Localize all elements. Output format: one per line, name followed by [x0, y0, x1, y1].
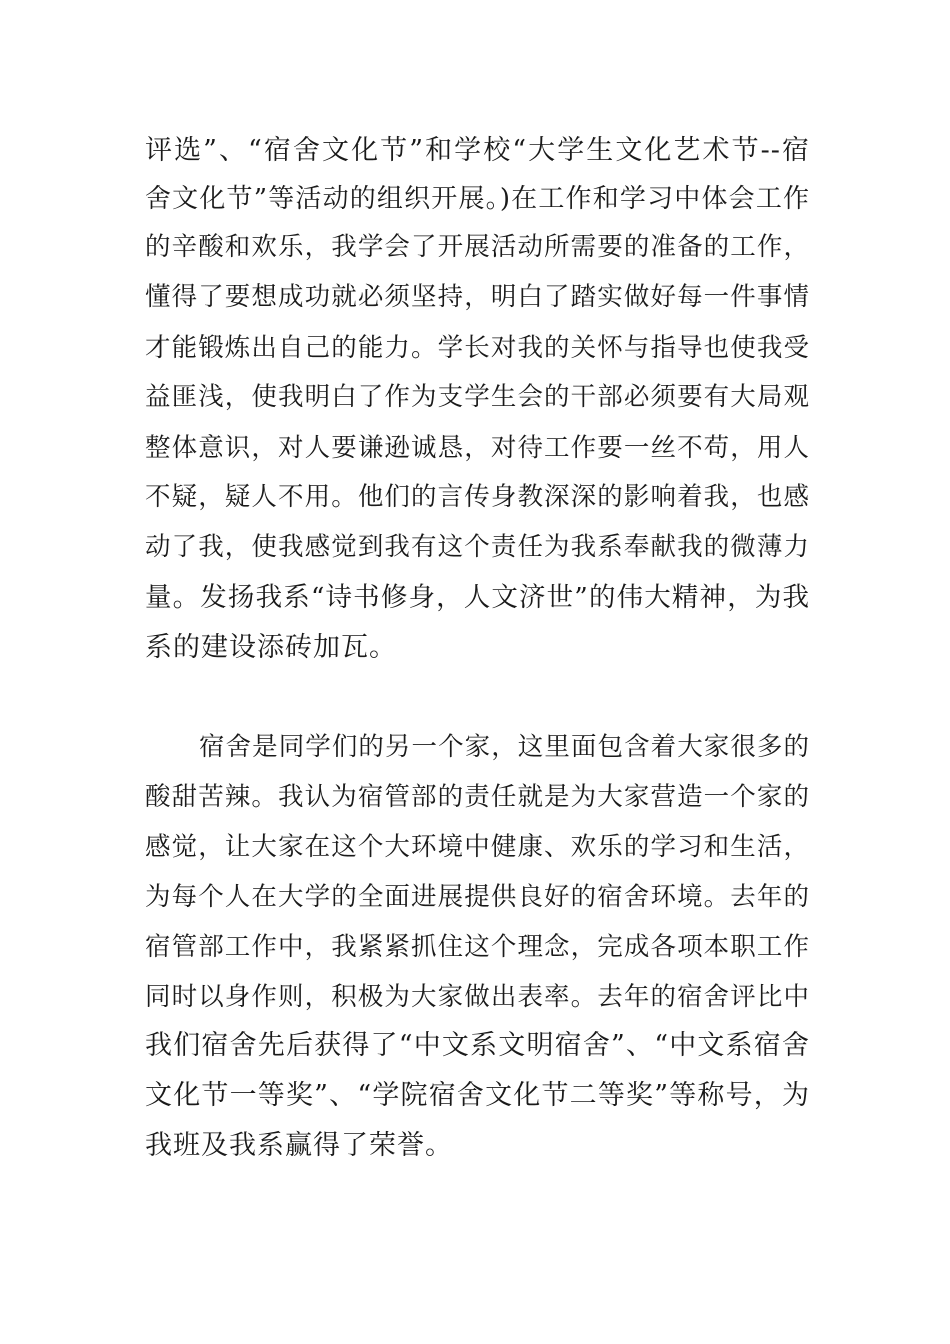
paragraph-line: 我们宿舍先后获得了“中文系文明宿舍”、“中文系宿舍 — [145, 1030, 810, 1061]
paragraph-line: 酸甜苦辣。我认为宿管部的责任就是为大家营造一个家的 — [145, 782, 810, 812]
paragraph-line: 同时以身作则，积极为大家做出表率。去年的宿舍评比中 — [145, 982, 810, 1012]
paragraph-line: 系的建设添砖加瓦。 — [145, 632, 397, 663]
paragraph-line: 的辛酸和欢乐，我学会了开展活动所需要的准备的工作， — [145, 232, 810, 262]
paragraph-line: 感觉，让大家在这个大环境中健康、欢乐的学习和生活， — [145, 832, 810, 862]
paragraph-line: 舍文化节”等活动的组织开展。)在工作和学习中体会工作 — [145, 184, 810, 214]
paragraph-line: 为每个人在大学的全面进展提供良好的宿舍环境。去年的 — [145, 882, 810, 912]
paragraph-line: 益匪浅，使我明白了作为支学生会的干部必须要有大局观 — [145, 382, 810, 412]
paragraph-line: 懂得了要想成功就必须坚持，明白了踏实做好每一件事情 — [145, 282, 810, 312]
paragraph-line: 文化节一等奖”、“学院宿舍文化节二等奖”等称号，为 — [145, 1080, 810, 1111]
paragraph-line: 宿舍是同学们的另一个家，这里面包含着大家很多的 — [199, 732, 810, 762]
paragraph-line: 量。发扬我系“诗书修身，人文济世”的伟大精神，为我 — [145, 582, 810, 613]
paragraph-line: 宿管部工作中，我紧紧抓住这个理念，完成各项本职工作 — [145, 932, 810, 962]
paragraph-line: 动了我，使我感觉到我有这个责任为我系奉献我的微薄力 — [145, 532, 810, 562]
paragraph-line: 我班及我系赢得了荣誉。 — [145, 1130, 453, 1161]
paragraph-line: 评选”、“宿舍文化节”和学校“大学生文化艺术节--宿 — [145, 135, 810, 166]
paragraph-line: 才能锻炼出自己的能力。学长对我的关怀与指导也使我受 — [145, 333, 810, 363]
paragraph-line: 整体意识，对人要谦逊诚恳，对待工作要一丝不苟，用人 — [145, 433, 810, 463]
paragraph-line: 不疑，疑人不用。他们的言传身教深深的影响着我，也感 — [145, 482, 810, 512]
